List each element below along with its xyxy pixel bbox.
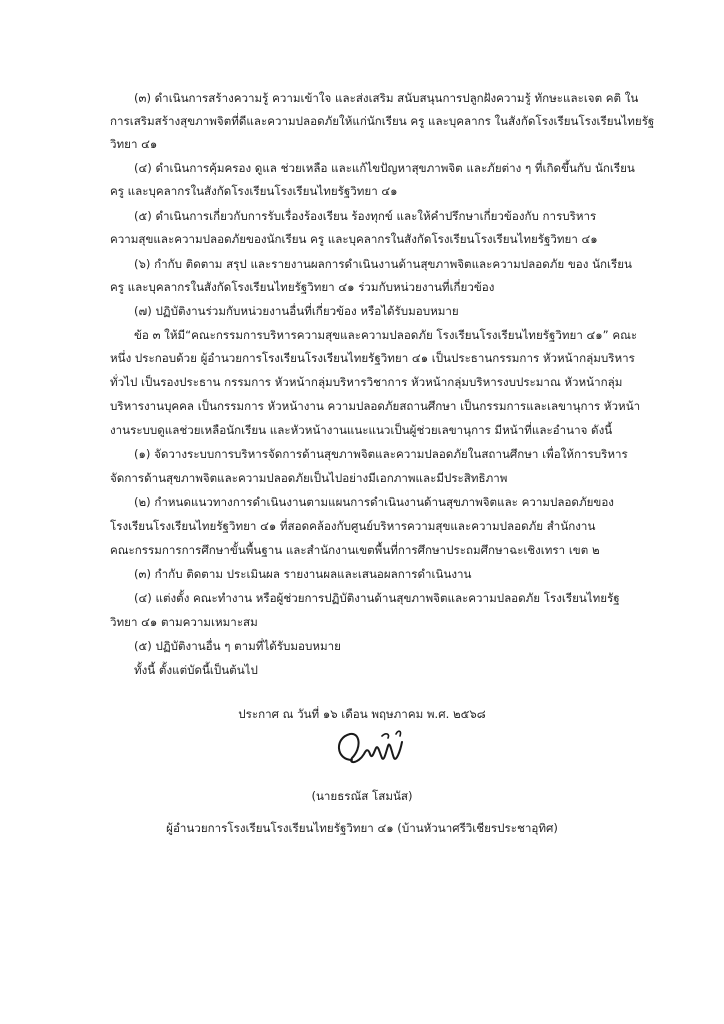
duty-1-line-2: จัดการด้านสุขภาพจิตและความปลอดภัยเป็นไปอย่างมีเอกภาพและมีประสิทธิภาพ — [110, 471, 508, 485]
article-3-line-5: งานระบบดูแลช่วยเหลือนักเรียน และหัวหน้างานแนะแนวเป็นผู้ช่วยเลขานุการ มีหน้าที่และอำนาจ ดังนี้ — [110, 423, 613, 437]
article-3-line-2: หนึ่ง ประกอบด้วย ผู้อำนวยการโรงเรียนโรงเรียนไทยรัฐวิทยา ๔๑ เป็นประธานกรรมการ หัวหน้ากลุ่มบริหาร — [110, 351, 635, 365]
clause-3-line-1: (๓) ดำเนินการสร้างความรู้ ความเข้าใจ และส่งเสริม สนับสนุนการปลูกฝังความรู้ ทักษะและเจต คติ ใน — [134, 91, 639, 105]
effective-clause: ทั้งนี้ ตั้งแต่บัดนี้เป็นต้นไป — [134, 663, 258, 677]
duty-4-line-1: (๔) แต่งตั้ง คณะทำงาน หรือผู้ช่วยการปฏิบัติงานด้านสุขภาพจิตและความปลอดภัย โรงเรียนไทยรัฐ — [134, 591, 620, 605]
duty-3-line: (๓) กำกับ ติดตาม ประเมินผล รายงานผลและเสนอผลการดำเนินงาน — [134, 567, 472, 581]
article-3-line-4: บริหารงานบุคคล เป็นกรรมการ หัวหน้างาน ความปลอดภัยสถานศึกษา เป็นกรรมการและเลขานุการ หัวหน้า — [110, 399, 641, 413]
duty-2-line-1: (๒) กำหนดแนวทางการดำเนินงานตามแผนการดำเนินงานด้านสุขภาพจิตและ ความปลอดภัยของ — [134, 495, 614, 509]
announcement-date: ประกาศ ณ วันที่ ๑๖ เดือน พฤษภาคม พ.ศ. ๒๕๖๘ — [238, 707, 486, 721]
clause-4-line-2: ครู และบุคลากรในสังกัดโรงเรียนโรงเรียนไทยรัฐวิทยา ๔๑ — [110, 184, 398, 198]
signer-name: (นายธรณัส โสมนัส) — [311, 789, 413, 803]
duty-1-line-1: (๑) จัดวางระบบการบริหารจัดการด้านสุขภาพจิตและความปลอดภัยในสถานศึกษา เพื่อให้การบริหาร — [134, 447, 628, 461]
clause-4-line-1: (๔) ดำเนินการคุ้มครอง ดูแล ช่วยเหลือ และแก้ไขปัญหาสุขภาพจิต และภัยต่าง ๆ ที่เกิดขึ้นกับ นักเรียน — [134, 161, 635, 175]
duty-4-line-2: วิทยา ๔๑ ตามความเหมาะสม — [110, 615, 258, 629]
article-3-line-3: ทั่วไป เป็นรองประธาน กรรมการ หัวหน้ากลุ่มบริหารวิชาการ หัวหน้ากลุ่มบริหารงบประมาณ หัวหน้ากลุ่ม — [110, 375, 623, 389]
clause-3-line-3: วิทยา ๔๑ — [110, 137, 158, 151]
article-3-line-1: ข้อ ๓ ให้มี“คณะกรรมการบริหารความสุขและความปลอดภัย โรงเรียนโรงเรียนไทยรัฐวิทยา ๔๑” คณะ — [134, 328, 638, 342]
clause-3-line-2: การเสริมสร้างสุขภาพจิตที่ดีและความปลอดภัยให้แก่นักเรียน ครู และบุคลากร ในสังกัดโรงเรียนโรงเรียนไทยรัฐ — [110, 114, 655, 128]
duty-2-line-2: โรงเรียนโรงเรียนไทยรัฐวิทยา ๔๑ ที่สอดคล้องกับศูนย์บริหารความสุขและความปลอดภัย สำนักงาน — [110, 519, 596, 533]
clause-7-line: (๗) ปฏิบัติงานร่วมกับหน่วยงานอื่นที่เกี่ยวข้อง หรือได้รับมอบหมาย — [134, 304, 459, 318]
clause-6-line-1: (๖) กำกับ ติดตาม สรุป และรายงานผลการดำเนินงานด้านสุขภาพจิตและความปลอดภัย ของ นักเรียน — [134, 257, 632, 271]
signature-image — [330, 724, 410, 770]
duty-5-line: (๕) ปฏิบัติงานอื่น ๆ ตามที่ได้รับมอบหมาย — [134, 639, 341, 653]
clause-6-line-2: ครู และบุคลากรในสังกัดโรงเรียนไทยรัฐวิทยา ๔๑ ร่วมกับหน่วยงานที่เกี่ยวข้อง — [110, 280, 495, 294]
clause-5-line-2: ความสุขและความปลอดภัยของนักเรียน ครู และบุคลากรในสังกัดโรงเรียนโรงเรียนไทยรัฐวิทยา ๔๑ — [110, 232, 598, 246]
duty-2-line-3: คณะกรรมการการศึกษาขั้นพื้นฐาน และสำนักงานเขตพื้นที่การศึกษาประถมศึกษาฉะเชิงเทรา เขต ๒ — [110, 543, 600, 557]
signer-position: ผู้อำนวยการโรงเรียนโรงเรียนไทยรัฐวิทยา ๔๑ (บ้านหัวนาศรีวิเชียรประชาอุทิศ) — [166, 821, 558, 835]
clause-5-line-1: (๕) ดำเนินการเกี่ยวกับการรับเรื่องร้องเรียน ร้องทุกข์ และให้คำปรึกษาเกี่ยวข้องกับ การบริหาร — [134, 209, 597, 223]
